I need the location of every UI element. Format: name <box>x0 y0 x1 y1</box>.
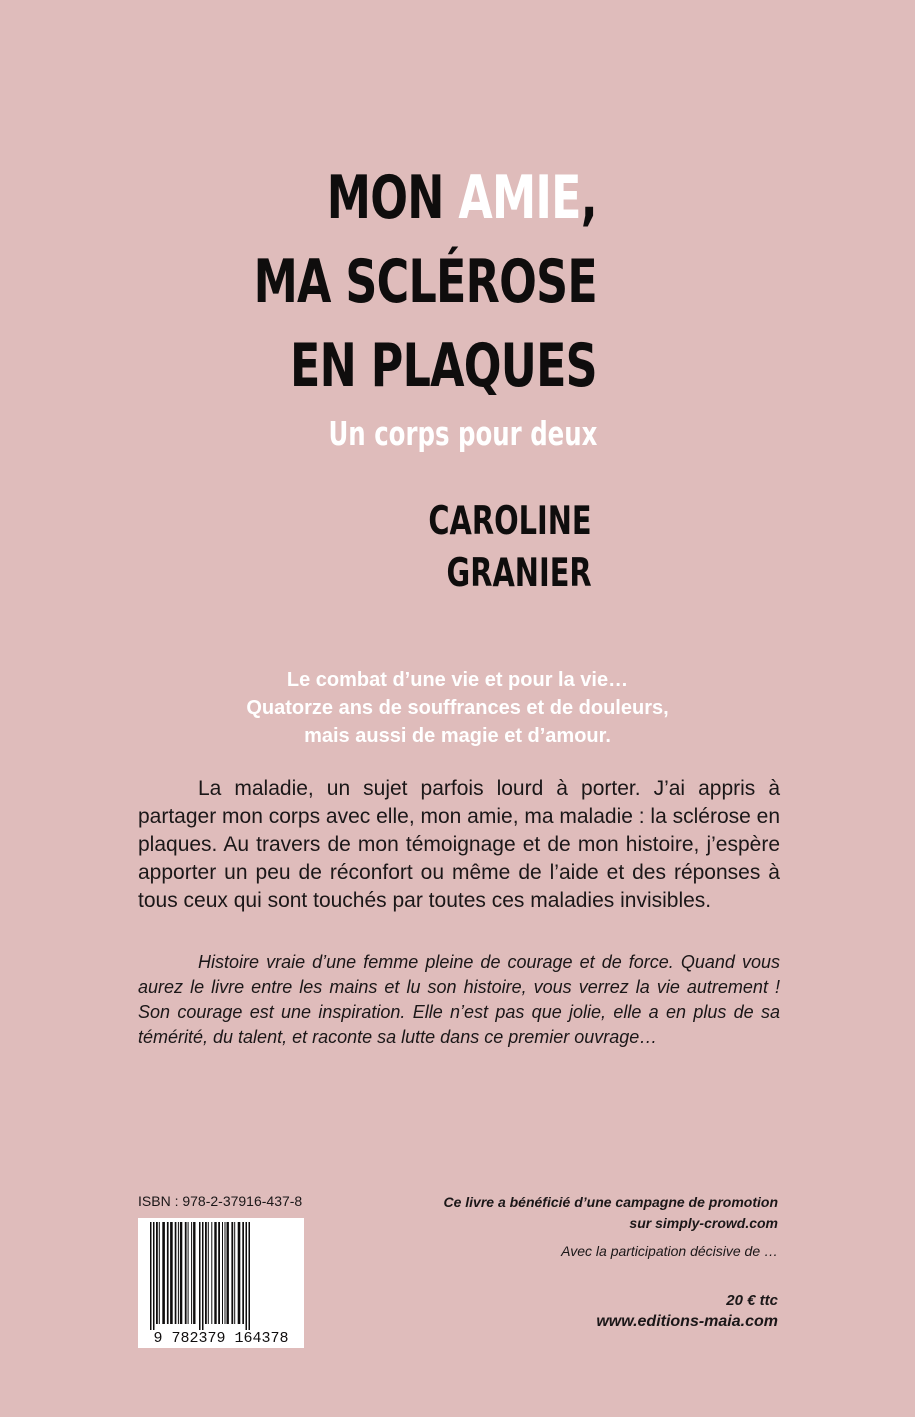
barcode-bar <box>159 1222 160 1324</box>
barcode-digits: 9 782379 164378 <box>153 1330 289 1347</box>
barcode-bar <box>231 1222 233 1324</box>
book-subtitle: Un corps pour deux <box>328 414 597 453</box>
title-word-mon: MON <box>326 163 459 233</box>
barcode-bar <box>167 1222 169 1324</box>
barcode-bar <box>211 1222 212 1324</box>
barcode-bar <box>180 1222 182 1324</box>
barcode-bar <box>249 1222 251 1330</box>
barcode-bar <box>214 1222 216 1324</box>
barcode-bar <box>156 1222 158 1324</box>
title-line-1 <box>254 156 597 240</box>
promo-line-1: Ce livre a bénéficié d’une campagne de promotion <box>443 1194 778 1210</box>
book-title <box>133 156 597 408</box>
barcode-bar <box>162 1222 165 1324</box>
barcode-bar <box>193 1222 195 1324</box>
barcode-bar <box>199 1222 201 1330</box>
tagline-line-2: Quatorze ans de souffrances et de douleurs, <box>246 697 669 719</box>
title-comma: , <box>580 163 597 233</box>
promo-line-2: sur simply-crowd.com <box>629 1215 778 1231</box>
barcode-bar <box>153 1222 155 1330</box>
barcode-bar <box>150 1222 152 1330</box>
author-last-name: GRANIER <box>446 551 592 596</box>
barcode-bar <box>225 1222 226 1324</box>
price: 20 € ttc <box>726 1292 778 1309</box>
barcode-bar <box>175 1222 177 1324</box>
barcode-bar <box>238 1222 241 1324</box>
barcode-bar <box>185 1222 187 1324</box>
barcode-bar <box>170 1222 173 1324</box>
barcode <box>138 1218 304 1348</box>
isbn-label: ISBN : 978-2-37916-437-8 <box>138 1193 303 1209</box>
barcode-bar <box>246 1222 248 1330</box>
title-line-3: EN PLAQUES <box>290 331 597 401</box>
barcode-bar <box>227 1222 229 1324</box>
barcode-bar <box>178 1222 179 1324</box>
tagline-line-1: Le combat d’une vie et pour la vie… <box>286 669 629 691</box>
author-first-name: CAROLINE <box>428 499 592 544</box>
barcode-bar <box>234 1222 235 1324</box>
tagline-line-3: mais aussi de magie et d’amour. <box>304 725 611 747</box>
tagline <box>150 666 765 750</box>
barcode-bar <box>242 1222 244 1324</box>
barcode-bar <box>202 1222 204 1330</box>
title-line-2: MA SCLÉROSE <box>253 247 597 317</box>
participation-note: Avec la participation décisive de … <box>561 1243 778 1259</box>
barcode-bar <box>218 1222 220 1324</box>
blurb-paragraph: La maladie, un sujet parfois lourd à porter. J’ai appris à partager mon corps avec elle, mon amie, ma maladie : la sclérose en plaques. Au travers de mon témoignage et de mon histoire, j’espère apporter un peu de réconfort ou même de l’aide et des réponses à tous ceux qui sont touchés par toutes ces maladies invisibles. <box>138 777 780 912</box>
review-quote: Histoire vraie d’une femme pleine de courage et de force. Quand vous aurez le livre entre les mains et lu son histoire, vous verrez la vie autrement ! Son courage est une inspiration. Elle n’est pas que jolie, elle a en plus de sa témérité, du talent, et raconte sa lutte dans ce premier ouvrage… <box>138 952 780 1047</box>
barcode-bar <box>188 1222 189 1324</box>
barcode-bar <box>205 1222 207 1324</box>
barcode-bar <box>191 1222 192 1324</box>
barcode-bar <box>222 1222 223 1324</box>
barcode-bar <box>208 1222 209 1324</box>
publisher-info <box>443 1192 778 1331</box>
author-name <box>371 496 592 600</box>
title-word-amie: AMIE <box>458 163 581 233</box>
publisher-website: www.editions-maia.com <box>596 1313 778 1330</box>
